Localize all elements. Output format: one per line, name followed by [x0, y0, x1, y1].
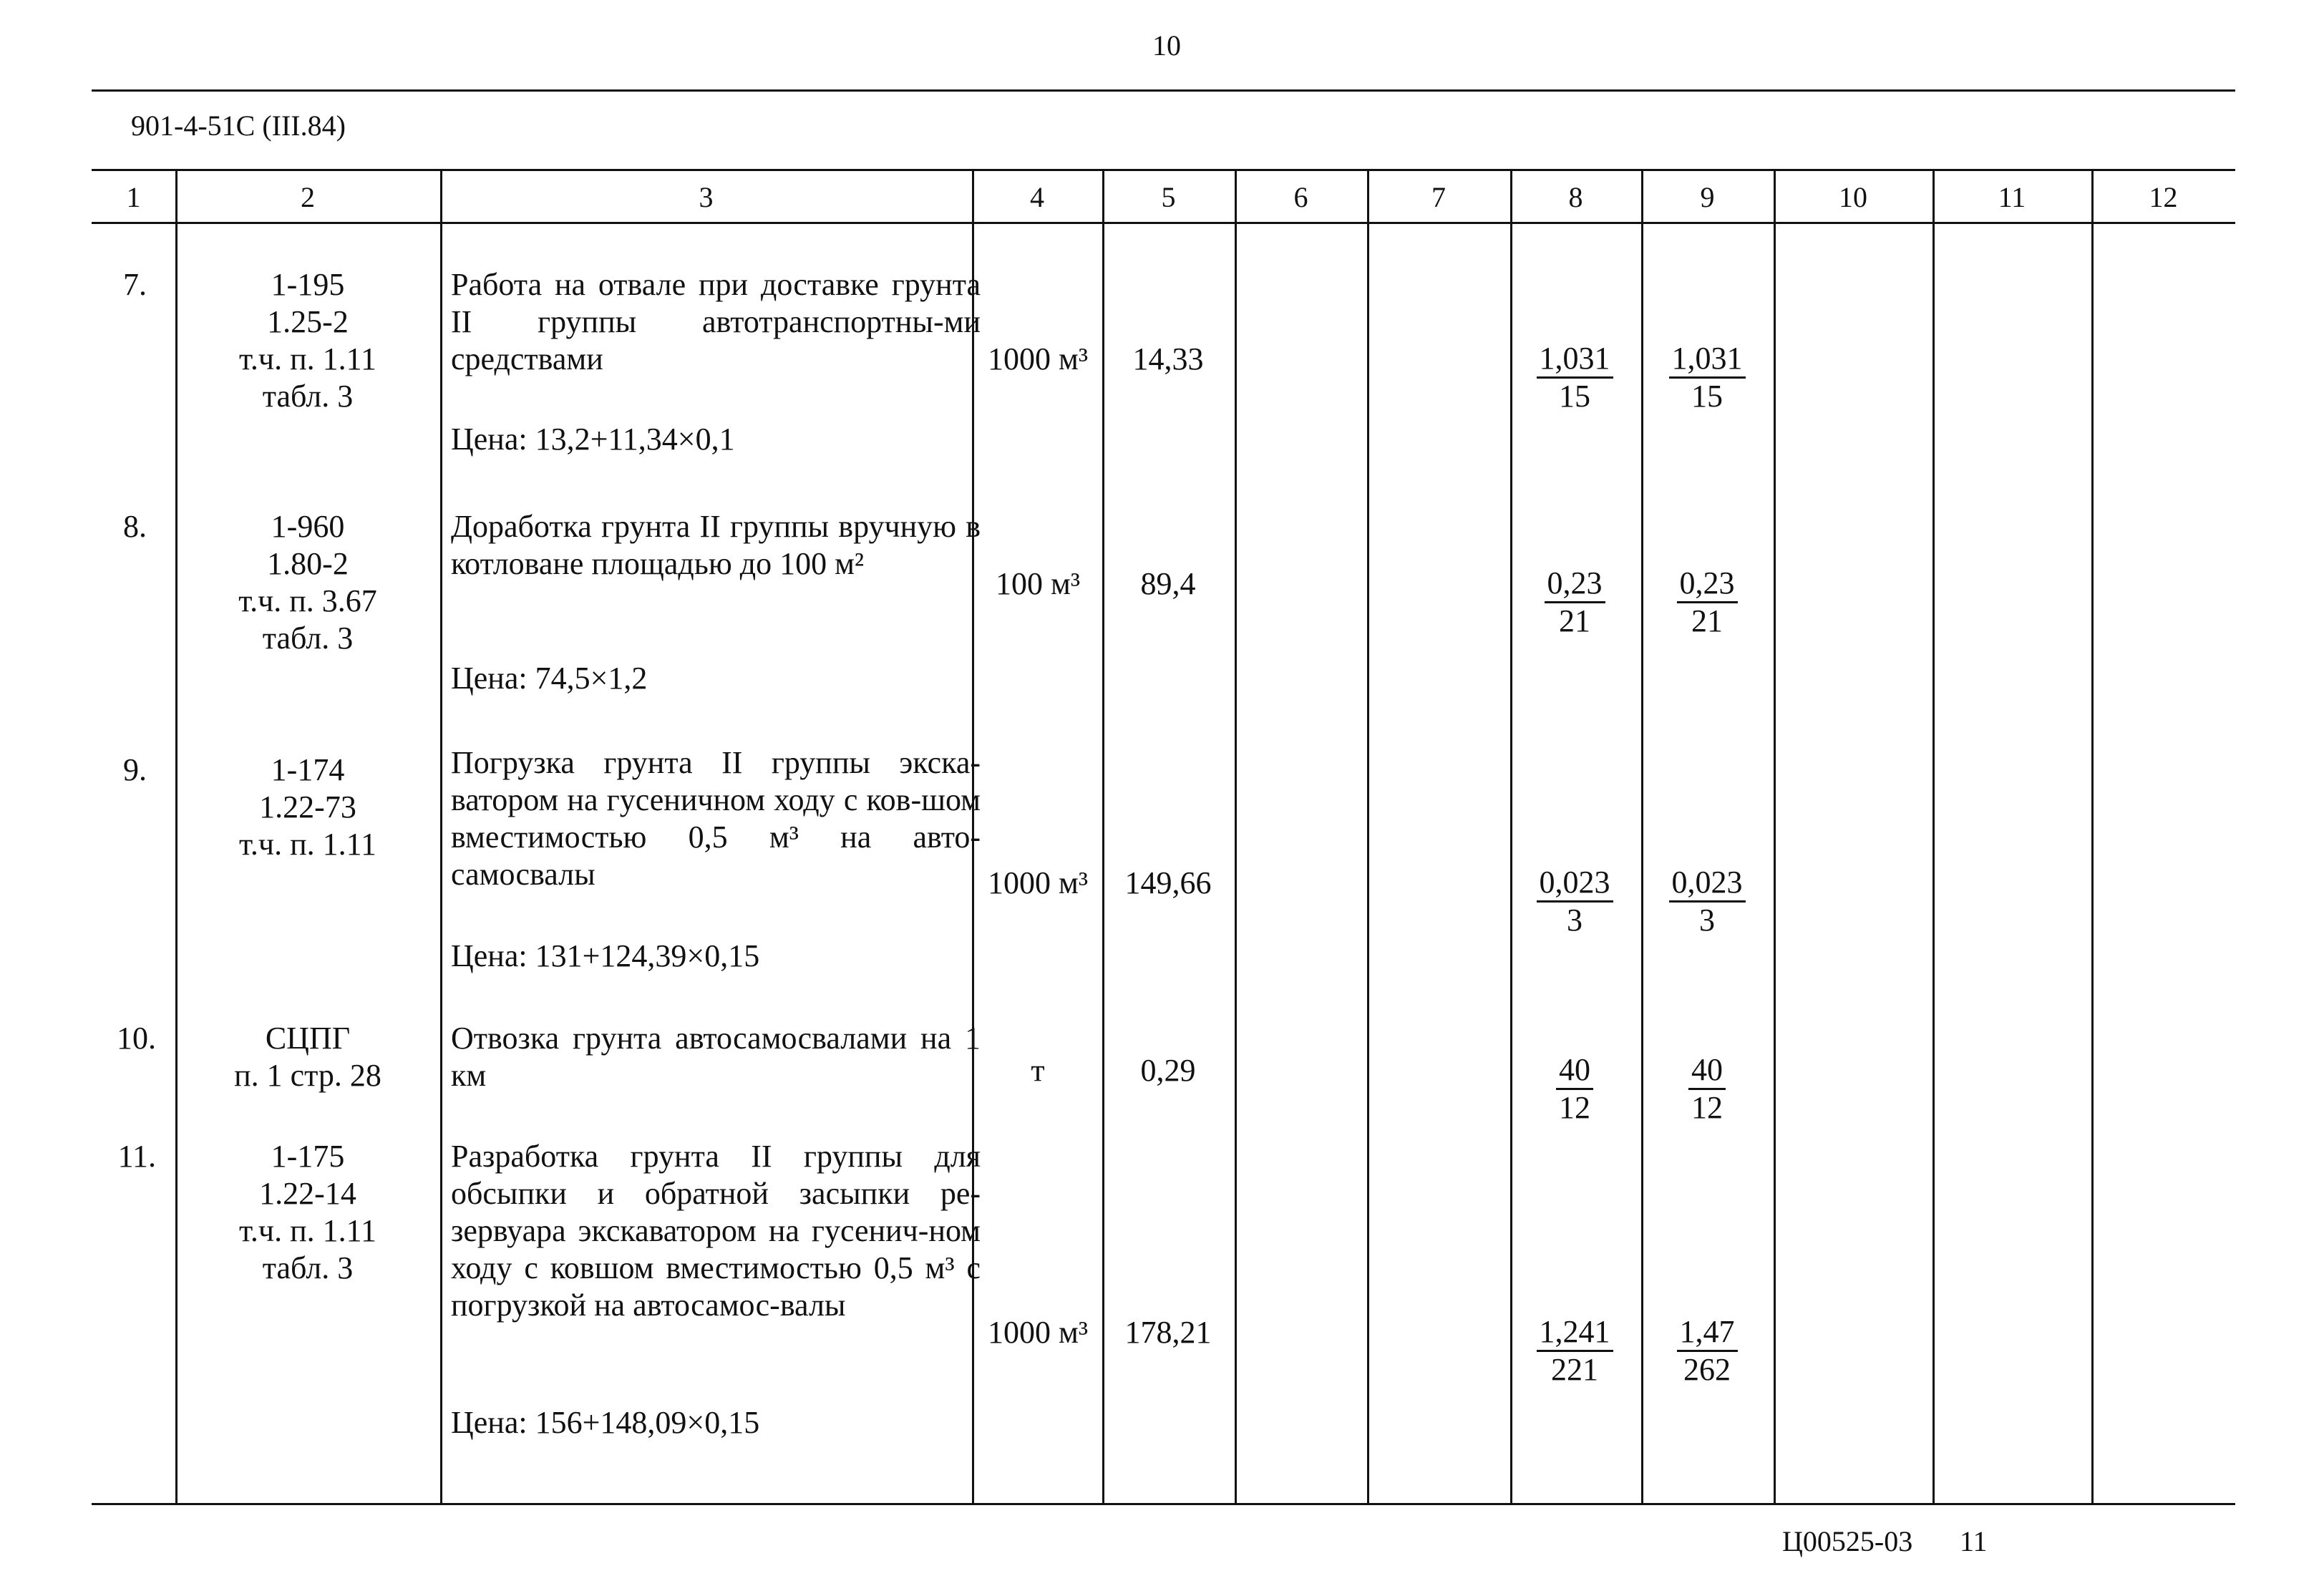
- column-divider: [2091, 169, 2094, 1503]
- row-number: 10.: [117, 1021, 156, 1056]
- reference-line: 1-175: [271, 1139, 345, 1174]
- row-number: 7.: [123, 267, 147, 302]
- reference-line: 1.22-73: [259, 789, 356, 824]
- row-unit: 1000 м³: [987, 1315, 1089, 1350]
- reference-line: 1.22-14: [259, 1176, 356, 1211]
- column-divider: [1367, 169, 1369, 1503]
- column-divider: [175, 169, 178, 1503]
- fraction-bottom: 262: [1683, 1352, 1731, 1387]
- column-header: 9: [1700, 181, 1715, 213]
- table-bottom-rule: [92, 1503, 2235, 1505]
- column-header: 8: [1568, 181, 1583, 213]
- row-unit: т: [1031, 1053, 1045, 1088]
- fraction-top: 0,23: [1677, 565, 1738, 603]
- reference-line: т.ч. п. 3.67: [238, 583, 377, 618]
- reference-line: СЦПГ: [265, 1021, 351, 1056]
- row-quantity: 89,4: [1140, 566, 1196, 601]
- column-header: 1: [126, 181, 141, 213]
- reference-line: 1-174: [271, 752, 345, 787]
- row-description: [451, 266, 981, 378]
- row-unit: 1000 м³: [987, 865, 1089, 900]
- column-9-value: [1643, 341, 1771, 414]
- row-description: [451, 744, 981, 893]
- footer-code: Ц00525-03: [1782, 1525, 1913, 1557]
- reference-line: табл. 3: [262, 1250, 354, 1285]
- column-divider: [1235, 169, 1237, 1503]
- column-8-value: [1510, 565, 1639, 639]
- row-number: 11.: [117, 1139, 156, 1174]
- fraction-top: 0,023: [1537, 865, 1613, 903]
- reference-line: т.ч. п. 1.11: [239, 1213, 376, 1248]
- description-text: Доработка грунта II группы вручную в котловане площадью до 100 м²: [451, 509, 981, 581]
- reference-line: табл. 3: [262, 379, 354, 414]
- column-header: 3: [699, 181, 714, 213]
- fraction-bottom: 12: [1559, 1090, 1590, 1125]
- row-quantity: 178,21: [1124, 1315, 1212, 1350]
- row-description: [451, 1020, 981, 1094]
- column-header: 7: [1431, 181, 1446, 213]
- row-number: 8.: [123, 509, 147, 544]
- row-reference: [179, 751, 437, 863]
- column-9-value: [1643, 1052, 1771, 1126]
- fraction-bottom: 21: [1691, 603, 1723, 638]
- description-text: Погрузка грунта II группы экска-ватором на гусеничном ходу с ков-шом вместимостью 0,5 м³ на авто-самосвалы: [451, 745, 981, 892]
- column-9-value: [1643, 865, 1771, 938]
- description-text: Отвозка грунта автосамосвалами на 1 км: [451, 1021, 981, 1093]
- row-price: Цена: 74,5×1,2: [451, 661, 648, 696]
- reference-line: 1-195: [271, 267, 345, 302]
- fraction-top: 1,031: [1537, 341, 1613, 379]
- reference-line: п. 1 стр. 28: [234, 1058, 381, 1093]
- row-reference: [179, 1020, 437, 1094]
- column-divider: [440, 169, 442, 1503]
- reference-line: т.ч. п. 1.11: [239, 341, 376, 376]
- row-number: 9.: [123, 752, 147, 787]
- column-divider: [1774, 169, 1776, 1503]
- column-9-value: [1643, 1314, 1771, 1388]
- column-header: 5: [1161, 181, 1176, 213]
- row-unit: 100 м³: [995, 566, 1081, 601]
- row-reference: [179, 266, 437, 415]
- footer-page-number: 11: [1960, 1525, 1988, 1557]
- document-code: 901-4-51С (III.84): [131, 110, 346, 142]
- row-description: [451, 508, 981, 583]
- reference-line: 1.25-2: [267, 304, 349, 339]
- reference-line: табл. 3: [262, 621, 354, 656]
- row-reference: [179, 508, 437, 657]
- column-8-value: [1510, 1052, 1639, 1126]
- fraction-bottom: 12: [1691, 1090, 1723, 1125]
- fraction-bottom: 15: [1559, 379, 1590, 414]
- reference-line: 1.80-2: [267, 546, 349, 581]
- row-quantity: 14,33: [1132, 341, 1204, 376]
- column-header: 6: [1293, 181, 1308, 213]
- table-header-rule: [92, 222, 2235, 224]
- column-header: 11: [1998, 181, 2026, 213]
- description-text: Разработка грунта II группы для обсыпки и обратной засыпки ре-зервуара экскаватором на гусенич-ном ходу с ковшом вместимостью 0,5 м³ с погрузкой на автосамос-валы: [451, 1139, 981, 1323]
- fraction-top: 0,023: [1669, 865, 1746, 903]
- column-8-value: [1510, 1314, 1639, 1388]
- fraction-bottom: 3: [1567, 903, 1582, 938]
- column-header: 12: [2149, 181, 2178, 213]
- fraction-bottom: 3: [1699, 903, 1715, 938]
- fraction-top: 40: [1556, 1052, 1593, 1090]
- fraction-top: 40: [1688, 1052, 1726, 1090]
- description-text: Работа на отвале при доставке грунта II группы автотранспортны-ми средствами: [451, 267, 981, 376]
- reference-line: т.ч. п. 1.11: [239, 827, 376, 862]
- fraction-bottom: 21: [1559, 603, 1590, 638]
- row-reference: [179, 1138, 437, 1287]
- row-unit: 1000 м³: [987, 341, 1089, 376]
- header-rule: [92, 89, 2235, 92]
- reference-line: 1-960: [271, 509, 345, 544]
- column-header: 2: [301, 181, 315, 213]
- fraction-top: 0,23: [1545, 565, 1605, 603]
- row-price: Цена: 131+124,39×0,15: [451, 938, 760, 973]
- row-price: Цена: 13,2+11,34×0,1: [451, 422, 735, 457]
- fraction-bottom: 15: [1691, 379, 1723, 414]
- table-top-rule: [92, 169, 2235, 171]
- page-number: 10: [1152, 29, 1181, 62]
- fraction-bottom: 221: [1551, 1352, 1598, 1387]
- fraction-top: 1,031: [1669, 341, 1746, 379]
- fraction-top: 1,241: [1537, 1314, 1613, 1352]
- column-header: 4: [1030, 181, 1044, 213]
- row-quantity: 0,29: [1140, 1053, 1196, 1088]
- row-description: [451, 1138, 981, 1324]
- column-8-value: [1510, 865, 1639, 938]
- fraction-top: 1,47: [1677, 1314, 1738, 1352]
- row-quantity: 149,66: [1124, 865, 1212, 900]
- row-price: Цена: 156+148,09×0,15: [451, 1405, 760, 1440]
- column-8-value: [1510, 341, 1639, 414]
- column-9-value: [1643, 565, 1771, 639]
- column-divider: [1932, 169, 1935, 1503]
- column-header: 10: [1839, 181, 1867, 213]
